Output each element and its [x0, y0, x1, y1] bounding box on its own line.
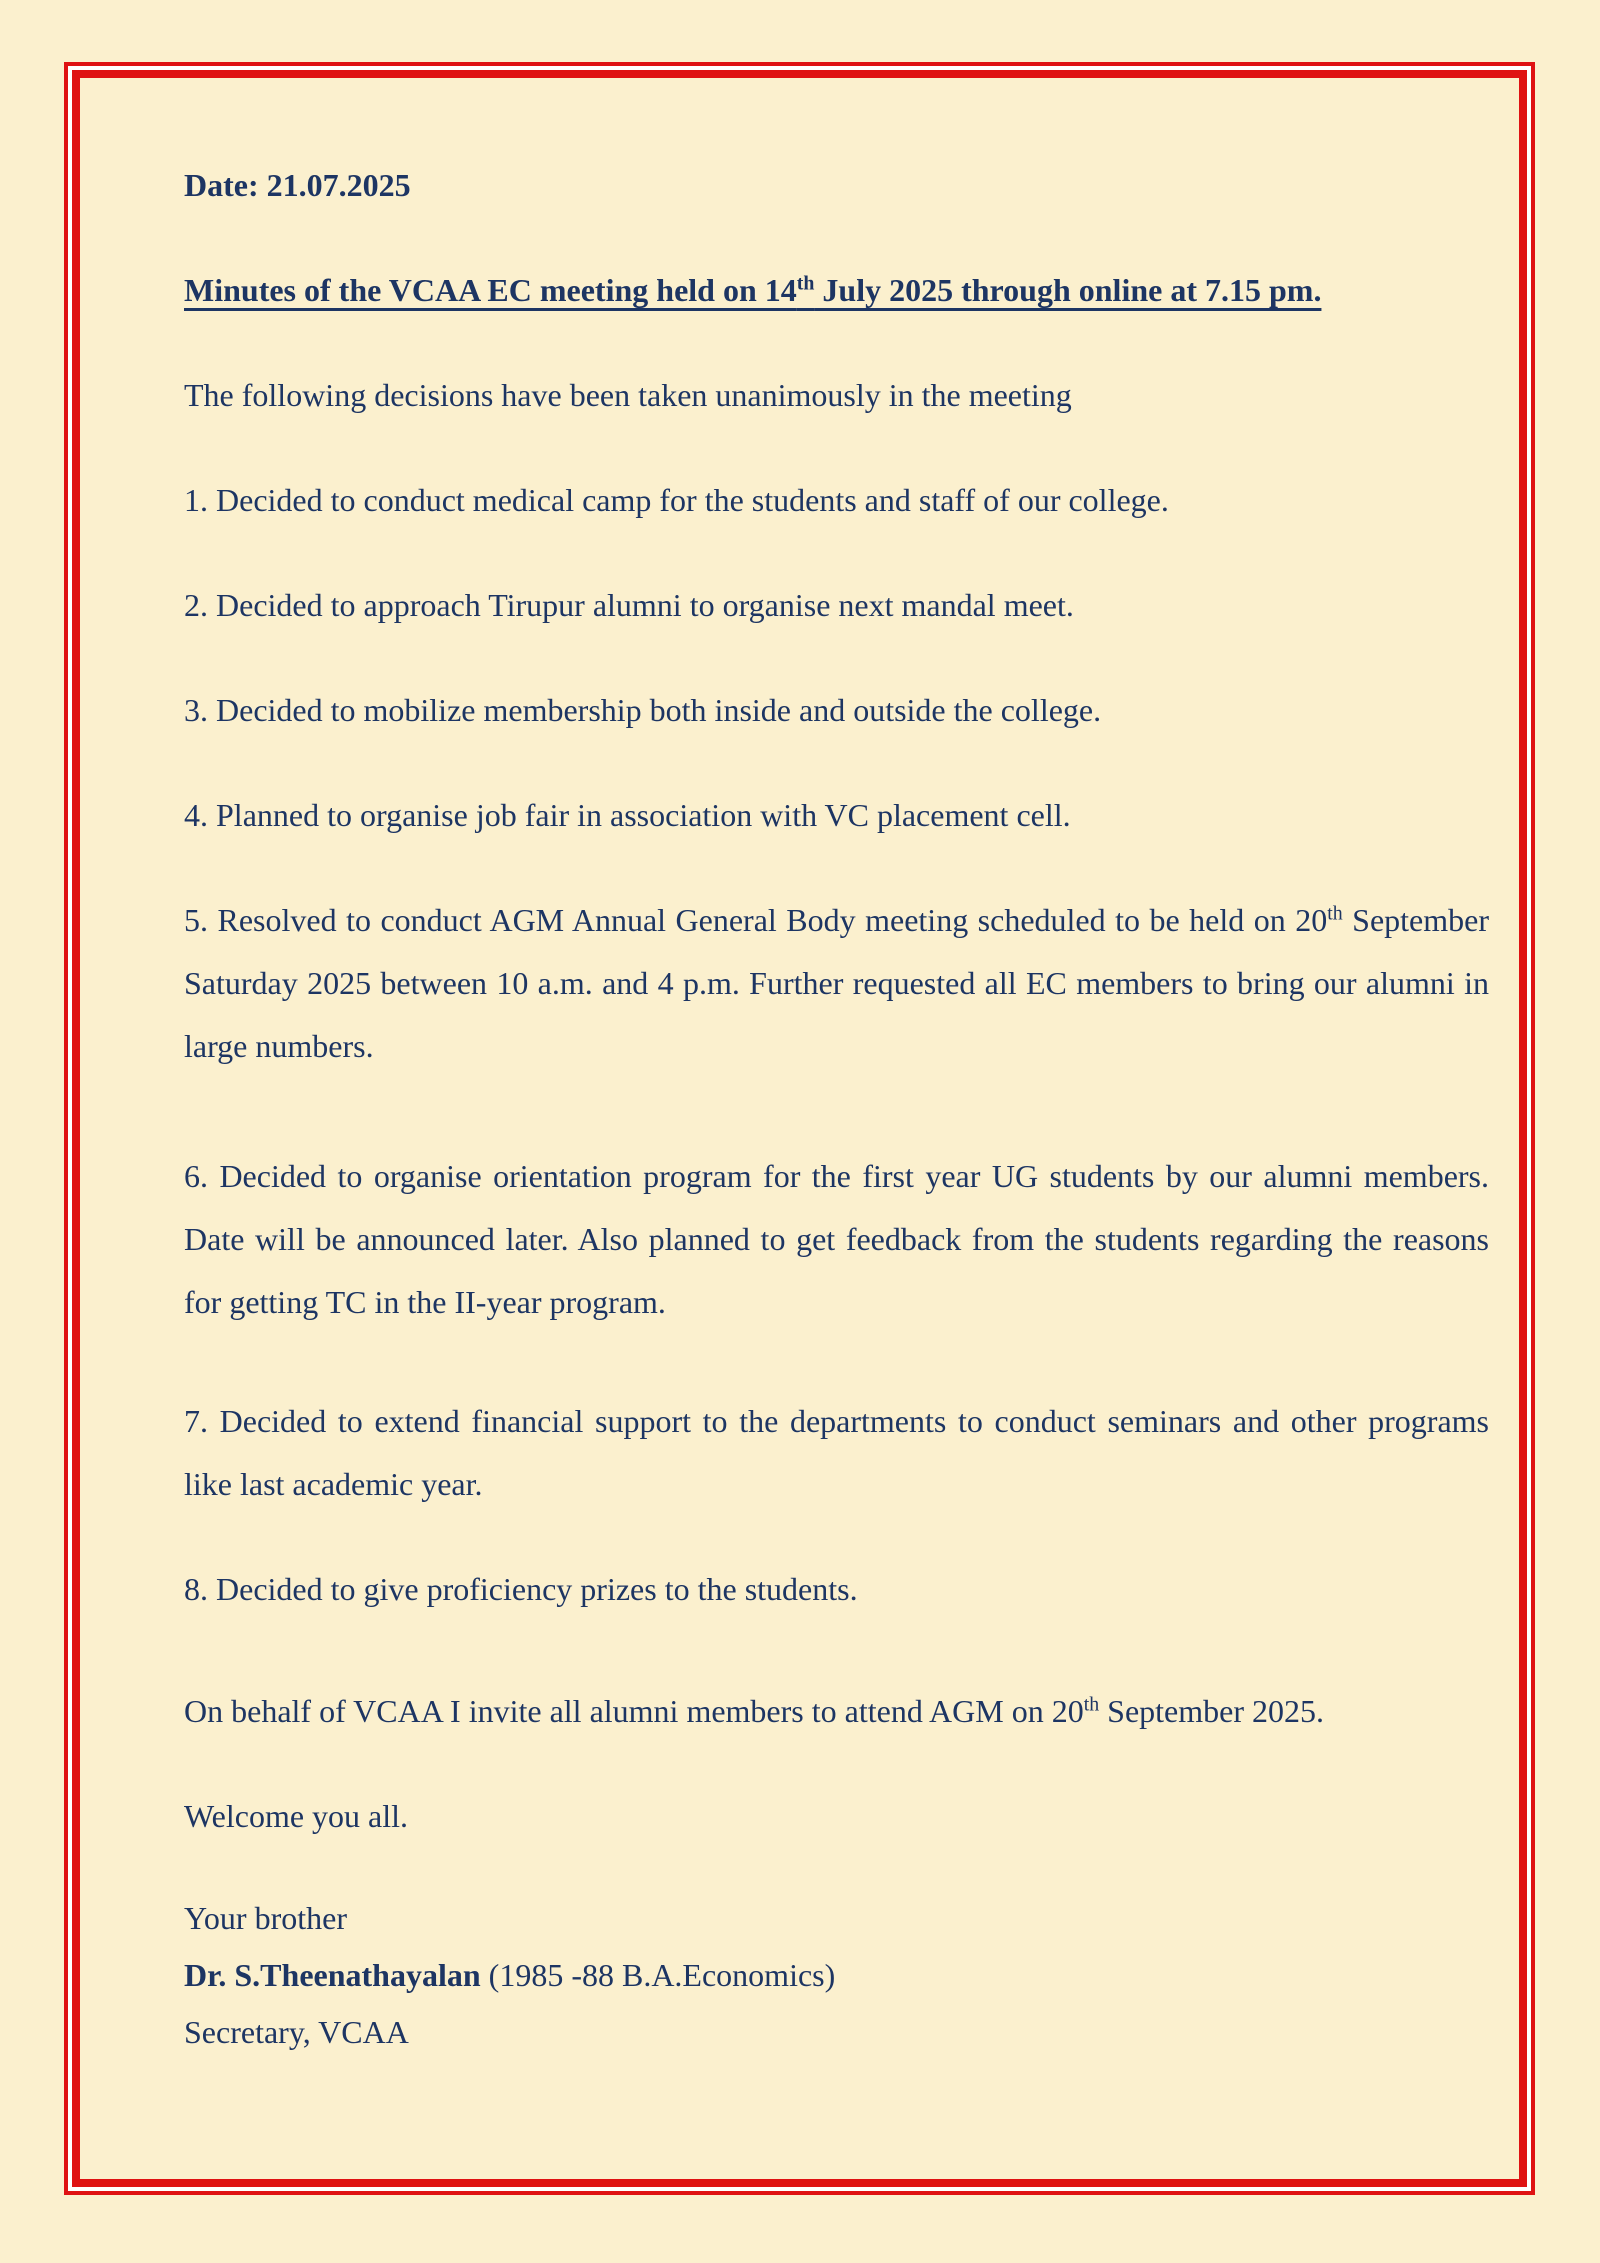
invite-pre: On behalf of VCAA I invite all alumni members to attend AGM on 20 [184, 1693, 1084, 1729]
minutes-heading-text [184, 272, 1321, 308]
signature-name-line [184, 1947, 1489, 2004]
minutes-item-2: 2. Decided to approach Tirupur alumni to organise next mandal meet. [184, 587, 1074, 623]
signature-salutation: Your brother [184, 1900, 347, 1936]
intro-line: The following decisions have been taken unanimously in the meeting [184, 377, 1072, 413]
signature-block [184, 1890, 1489, 2061]
minutes-heading [184, 259, 1489, 322]
item-5-pre: 5. Resolved to conduct AGM Annual General Body meeting scheduled to be held on 20 [184, 902, 1328, 938]
minutes-item-7: 7. Decided to extend financial support to the departments to conduct seminars and other programs like last academic year. [184, 1403, 1489, 1502]
minutes-item-8: 8. Decided to give proficiency prizes to the students. [184, 1571, 858, 1607]
date-line: Date: 21.07.2025 [184, 167, 411, 203]
signature-batch: (1985 -88 B.A.Economics) [480, 1957, 836, 1993]
signature-title: Secretary, VCAA [184, 2014, 409, 2050]
invite-superscript: th [1083, 1693, 1100, 1716]
welcome-line: Welcome you all. [184, 1798, 409, 1834]
invite-line [184, 1680, 1489, 1743]
minutes-item-5 [184, 889, 1489, 1078]
minutes-item-4: 4. Planned to organise job fair in association with VC placement cell. [184, 797, 1071, 833]
minutes-item-1: 1. Decided to conduct medical camp for the students and staff of our college. [184, 482, 1169, 518]
heading-post: July 2025 through online at 7.15 pm. [814, 272, 1322, 308]
heading-superscript: th [796, 272, 815, 295]
signature-name: Dr. S.Theenathayalan [184, 1957, 481, 1993]
invite-post: September 2025. [1099, 1693, 1324, 1729]
minutes-item-3: 3. Decided to mobilize membership both inside and outside the college. [184, 692, 1102, 728]
heading-pre: Minutes of the VCAA EC meeting held on 14 [184, 272, 797, 308]
decorative-red-border [64, 62, 1535, 2195]
minutes-item-6: 6. Decided to organise orientation program for the first year UG students by our alumni members. Date will be announced later. Also planned to get feedback from the students regarding the reasons for getting TC in the II-year program. [184, 1158, 1489, 1320]
item-5-superscript: th [1327, 902, 1343, 925]
item-5-post: September Saturday 2025 between 10 a.m. and 4 p.m. Further requested all EC members to bring our alumni in large numbers. [184, 902, 1489, 1064]
document-content-area [72, 70, 1527, 2187]
